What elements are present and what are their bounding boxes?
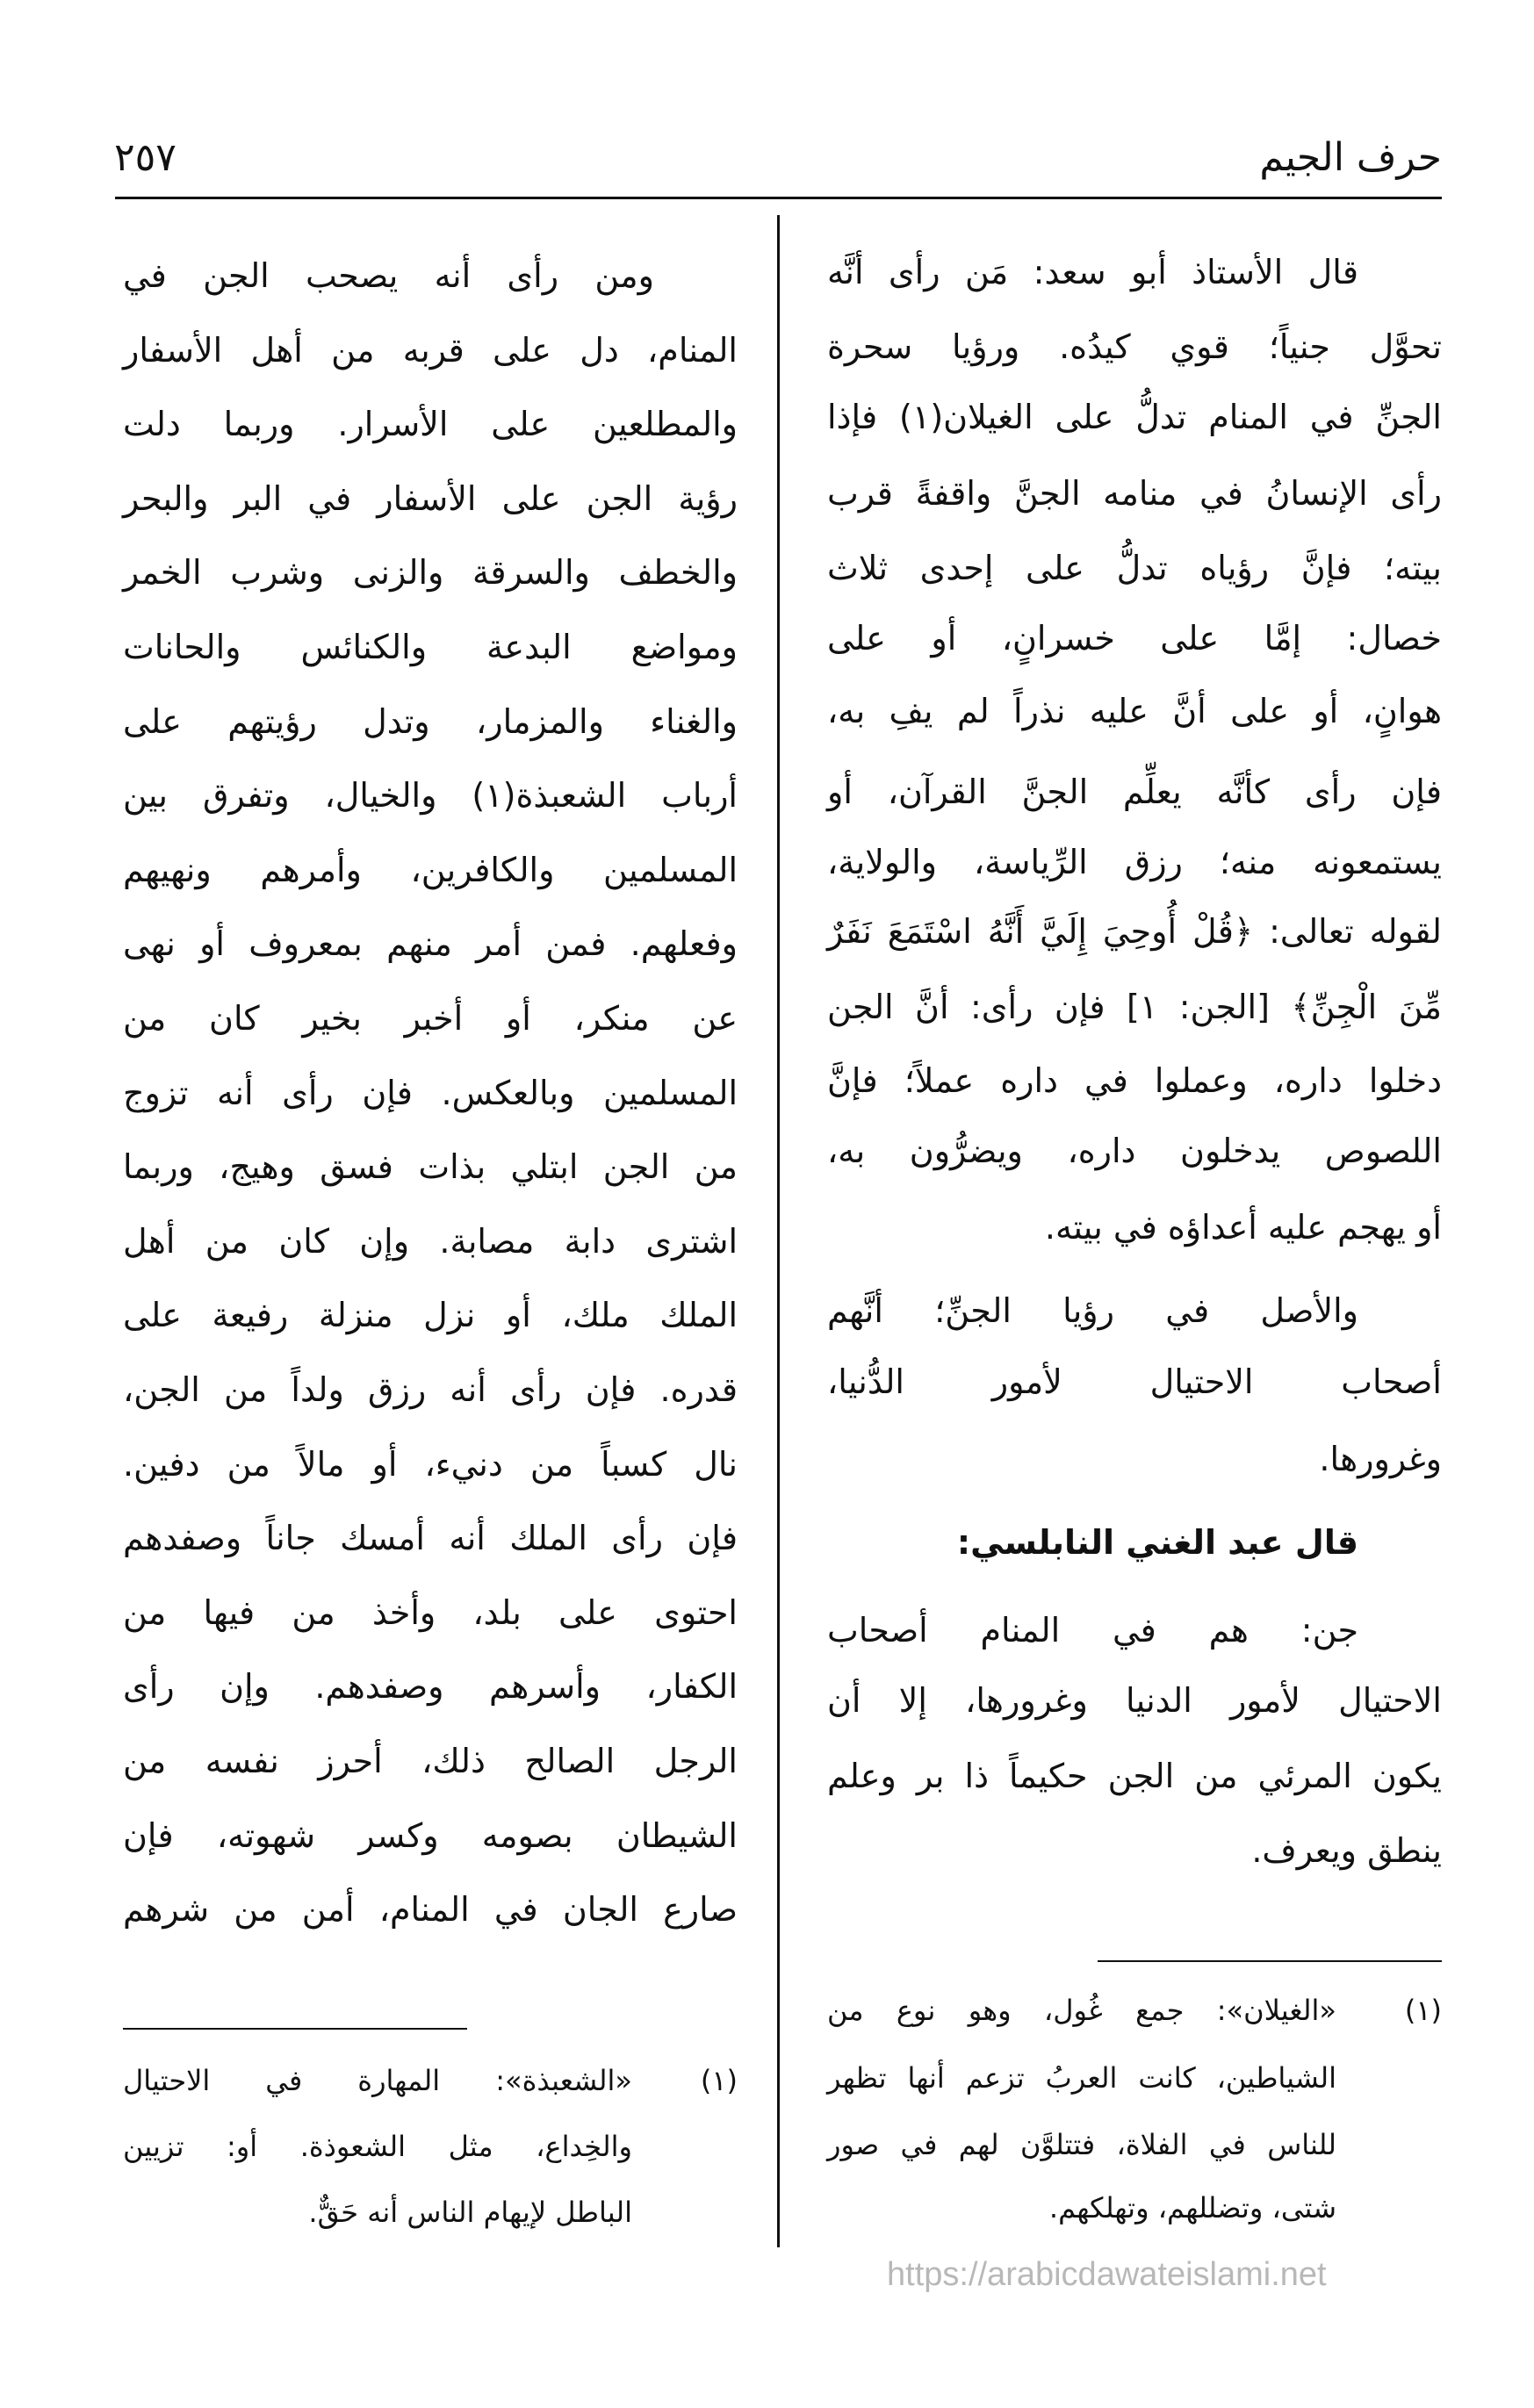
text-line: أصحاب الاحتيال لأمور الدُّنيا،	[827, 1362, 1442, 1401]
text-line: احتوى على بلد، وأخذ من فيها من	[123, 1592, 738, 1632]
footnote-line	[123, 2059, 738, 2103]
footnote-text: «الغيلان»: جمع غُول، وهو نوع من	[827, 1994, 1336, 2027]
watermark: https://arabicdawateislami.net	[887, 2256, 1327, 2293]
text-line: قال الأستاذ أبو سعد: مَن رأى أنَّه	[827, 253, 1358, 291]
text-line: أو يهجم عليه أعداؤه في بيته.	[1044, 1208, 1442, 1247]
text-line: عن منكر، أو أخبر بخير كان من	[123, 999, 738, 1038]
text-line: وفعلهم. فمن أمر منهم بمعروف أو نهى	[123, 924, 738, 964]
footnote-text: شتى، وتضللهم، وتهلكهم.	[1048, 2191, 1336, 2225]
left-column	[123, 0, 738, 2408]
right-column	[827, 0, 1442, 2408]
text-line: وغرورها.	[1319, 1440, 1442, 1478]
text-line: من الجن ابتلي بذات فسق وهيج، وربما	[123, 1147, 738, 1187]
footnote-rule	[1098, 1960, 1442, 1962]
text-line: خصال: إمَّا على خسرانٍ، أو على	[827, 619, 1442, 658]
text-line: جن: هم في المنام أصحاب	[827, 1611, 1358, 1650]
footnote-line	[827, 2123, 1442, 2167]
chapter-title: حرف الجيم	[1259, 135, 1442, 180]
text-line: رأى الإنسانُ في منامه الجنَّ واقفةً قرب	[827, 474, 1442, 513]
text-line: هوانٍ، أو على أنَّ عليه نذراً لم يفِ به،	[827, 692, 1442, 730]
text-line: ومن رأى أنه يصحب الجن في	[123, 256, 654, 295]
text-line: المسلمين والكافرين، وأمرهم ونهيهم	[123, 850, 738, 889]
footnote-line	[827, 1988, 1442, 2032]
text-line: والغناء والمزمار، وتدل رؤيتهم على	[123, 701, 738, 741]
text-line: دخلوا داره، وعملوا في داره عملاً؛ فإنَّ	[827, 1061, 1442, 1100]
text-line: الرجل الصالح ذلك، أحرز نفسه من	[123, 1742, 738, 1780]
footnote-rule	[123, 2028, 467, 2030]
footnote-text: «الشعبذة»: المهارة في الاحتيال	[123, 2064, 632, 2097]
text-line: ينطق ويعرف.	[1251, 1831, 1442, 1870]
footnote-line	[827, 2186, 1442, 2230]
text-line: أرباب الشعبذة(١) والخيال، وتفرق بين	[123, 776, 738, 816]
footnote-marker: (١)	[700, 2064, 738, 2097]
text-line: فإن رأى كأنَّه يعلِّم الجنَّ القرآن، أو	[827, 773, 1442, 811]
column-divider	[777, 215, 780, 2247]
footnote-text: الباطل لإيهام الناس أنه حَقٌّ.	[308, 2196, 632, 2229]
footnote-line	[827, 2056, 1442, 2100]
text-line: فإن رأى الملك أنه أمسك جاناً وصفدهم	[123, 1519, 738, 1558]
text-line: تحوَّل جنياً؛ قوي كيدُه. ورؤيا سحرة	[827, 327, 1442, 366]
footnote-text: والخِداع، مثل الشعوذة. أو: تزيين	[123, 2130, 632, 2163]
text-line: الاحتيال لأمور الدنيا وغرورها، إلا أن	[827, 1681, 1442, 1720]
footnote-text: للناس في الفلاة، فتتلوَّن لهم في صور	[827, 2128, 1336, 2161]
text-line: والأصل في رؤيا الجنِّ؛ أنَّهم	[827, 1291, 1358, 1330]
text-line: المسلمين وبالعكس. فإن رأى أنه تزوج	[123, 1073, 738, 1112]
text-line: الملك ملك، أو نزل منزلة رفيعة على	[123, 1296, 738, 1335]
text-line: بيته؛ فإنَّ رؤياه تدلُّ على إحدى ثلاث	[827, 549, 1442, 587]
text-line: ومواضع البدعة والكنائس والحانات	[123, 628, 738, 666]
text-line: رؤية الجن على الأسفار في البر والبحر	[123, 478, 738, 518]
text-line: والمطلعين على الأسرار. وربما دلت	[123, 405, 738, 444]
footnote-line	[123, 2190, 738, 2234]
page-number: ٢٥٧	[114, 135, 176, 180]
text-line: الشيطان بصومه وكسر شهوته، فإن	[123, 1815, 738, 1855]
text-line: اللصوص يدخلون داره، ويضرُّون به،	[827, 1132, 1442, 1170]
text-line: والخطف والسرقة والزنى وشرب الخمر	[123, 553, 738, 593]
text-line: الكفار، وأسرهم وصفدهم. وإن رأى	[123, 1667, 738, 1707]
footnote-line	[123, 2124, 738, 2168]
text-line: يكون المرئي من الجن حكيماً ذا بر وعلم	[827, 1757, 1442, 1795]
footnote-text: الشياطين، كانت العربُ تزعم أنها تظهر	[827, 2061, 1336, 2095]
text-line: نال كسباً من دنيء، أو مالاً من دفين.	[123, 1444, 738, 1484]
text-line: لقوله تعالى: ﴿قُلْ أُوحِيَ إِلَيَّ أَنَّهُ اسْتَمَعَ نَفَرٌ	[827, 912, 1442, 951]
text-line: اشترى دابة مصابة. وإن كان من أهل	[123, 1221, 738, 1261]
section-heading: قال عبد الغني النابلسي:	[956, 1523, 1358, 1562]
text-line: صارع الجان في المنام، أمن من شرهم	[123, 1890, 738, 1930]
text-line: مِّنَ الْجِنِّ﴾ [الجن: ١] فإن رأى: أنَّ الجن	[827, 988, 1442, 1026]
text-line: الجنِّ في المنام تدلُّ على الغيلان(١) فإذا	[827, 398, 1442, 436]
footnote-marker: (١)	[1404, 1994, 1442, 2027]
text-line: قدره. فإن رأى أنه رزق ولداً من الجن،	[123, 1370, 738, 1409]
text-line: المنام، دل على قربه من أهل الأسفار	[123, 330, 738, 370]
text-line: يستمعونه منه؛ رزق الرِّياسة، والولاية،	[827, 843, 1442, 881]
